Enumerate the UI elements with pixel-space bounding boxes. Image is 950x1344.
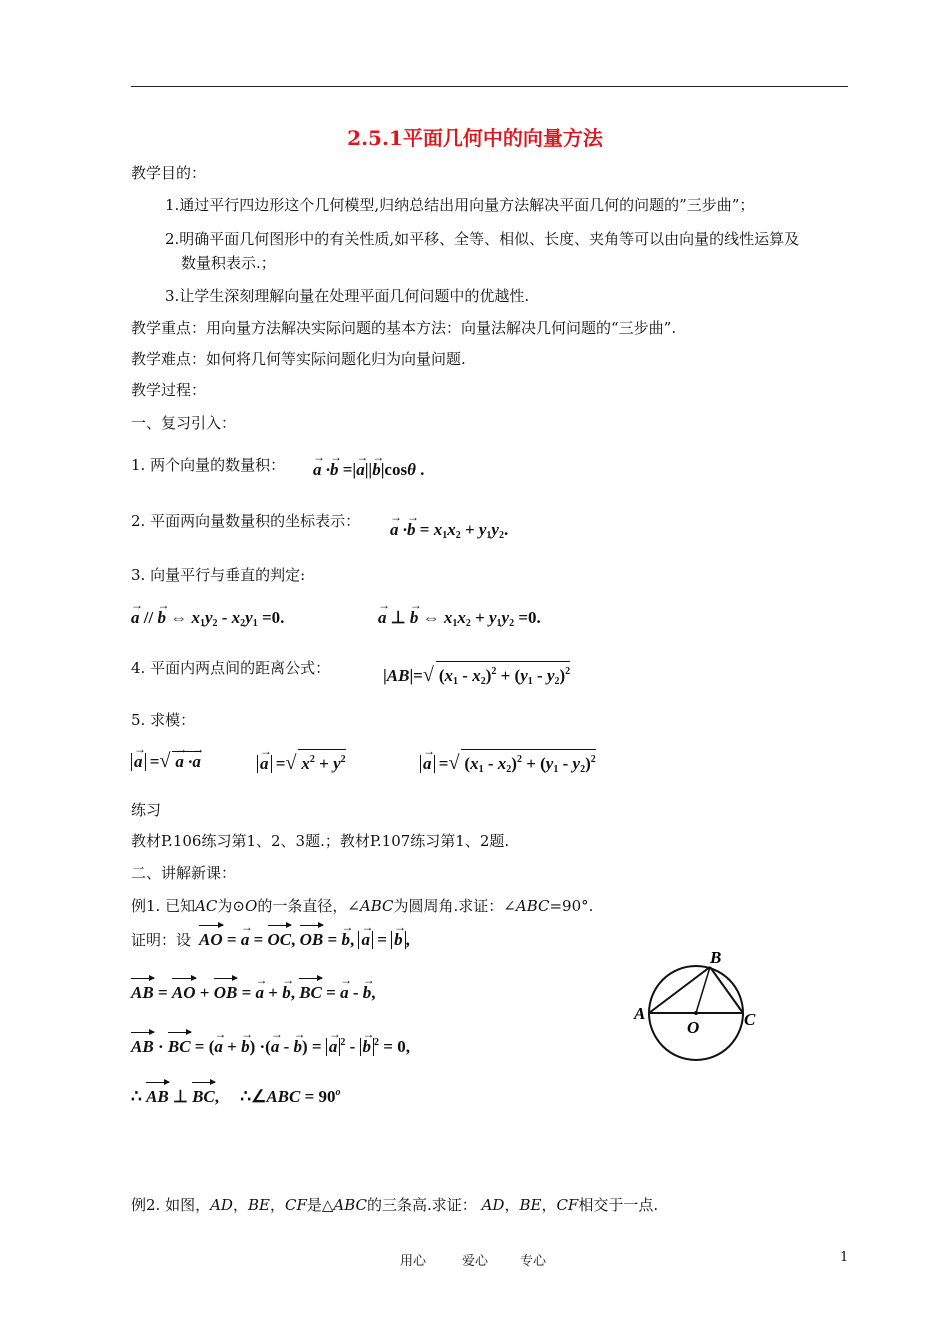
center-o [694, 1011, 698, 1015]
review-item-4: 4. 平面内两点间的距离公式： [131, 659, 331, 677]
formula-modulus-2: → a =√ $x^2 + y^2$ [257, 749, 346, 776]
chord-ab [649, 967, 710, 1013]
proof-line-2: AB = AO + OB = → a + → b, BC = → a - → b, [131, 981, 375, 1005]
proof-label: 证明：设 [131, 931, 192, 949]
radius-ob [696, 967, 710, 1013]
review-item-1: 1. 两个向量的数量积： [131, 456, 286, 474]
label-c: C [744, 1010, 756, 1029]
process-heading: 教学过程： [131, 381, 207, 399]
footer-left: 用心 [400, 1254, 427, 1269]
goal-2: 2.明确平面几何图形中的有关性质,如平移、全等、相似、长度、夹角等可以由向量的线性运算及 [165, 230, 800, 248]
formula-modulus-3: → a =√ $(x_1 - x_2)^2 + (y_1 - y_2)^2$ [420, 749, 596, 780]
goal-3: 3.让学生深刻理解向量在处理平面几何问题中的优越性. [165, 287, 530, 305]
proof-line-4: ∴ AB ⊥ BC, ∴∠ABC = $90^o$ [131, 1081, 341, 1109]
section-new-lesson: 二、讲解新课： [131, 864, 237, 882]
practice-text: 教材P.106练习第1、2、3题.；教材P.107练习第1、2题. [131, 832, 510, 850]
difficulty: 教学难点：如何将几何等实际问题化归为向量问题. [131, 350, 466, 368]
proof-line-3: AB · BC = (→ a + → b) ·(→ a - → b) = → a $^2$ - → b $^2$ = 0, [131, 1031, 410, 1059]
formula-perpendicular: → a ⊥ → b ⇔ $x_1x_2 + y_1y_2 =0$. [378, 606, 541, 636]
section-review: 一、复习引入： [131, 414, 237, 432]
formula-dot-product: → a ·→ b =|→ a||→ b|cosθ . [313, 458, 424, 482]
circle-figure [630, 945, 770, 1070]
label-a: A [634, 1004, 646, 1023]
example-2: 例2. 如图，AD，BE，CF是△ABC的三条高.求证： AD，BE，CF相交于一点. [131, 1196, 659, 1214]
label-b: B [710, 948, 722, 967]
formula-modulus-1: → a =√→ a ·→ a [131, 749, 201, 774]
label-o: O [687, 1018, 700, 1037]
footer-middle: 爱心 [462, 1254, 489, 1269]
page-title: 2.5.1平面几何中的向量方法 [347, 126, 603, 150]
formula-parallel: → a // → b ⇔ $x_1y_2 - x_2y_1 =0$. [131, 606, 284, 636]
goals-heading: 教学目的： [131, 164, 207, 182]
formula-distance: |AB|=√ $(x_1 - x_2)^2 + (y_1 - y_2)^2$ [383, 661, 570, 692]
practice-heading: 练习 [131, 801, 162, 819]
key-point: 教学重点：用向量方法解决实际问题的基本方法：向量法解决几何问题的“三步曲”. [131, 319, 677, 337]
goal-1: 1.通过平行四边形这个几何模型,归纳总结出用向量方法解决平面几何的问题的”三步曲”； [165, 196, 755, 214]
goal-2-cont: 数量积表示.； [181, 254, 276, 272]
review-item-3: 3. 向量平行与垂直的判定: [131, 566, 306, 584]
formula-coord-dot: → $a \cdot\to b = x_1x_2 + y_1y_2$. [390, 518, 508, 548]
review-item-2: 2. 平面两向量数量积的坐标表示： [131, 512, 361, 530]
page-number: 1 [840, 1250, 849, 1265]
review-item-5: 5. 求模： [131, 711, 196, 729]
proof-line-1: AO = → a = OC, OB = → b, → a = → b , [199, 928, 410, 952]
example-1: 例1. 已知AC为⊙O的一条直径，∠ABC为圆周角.求证：∠ABC=90°. [131, 897, 594, 915]
header-rule [131, 86, 848, 87]
footer-right: 专心 [520, 1254, 547, 1269]
